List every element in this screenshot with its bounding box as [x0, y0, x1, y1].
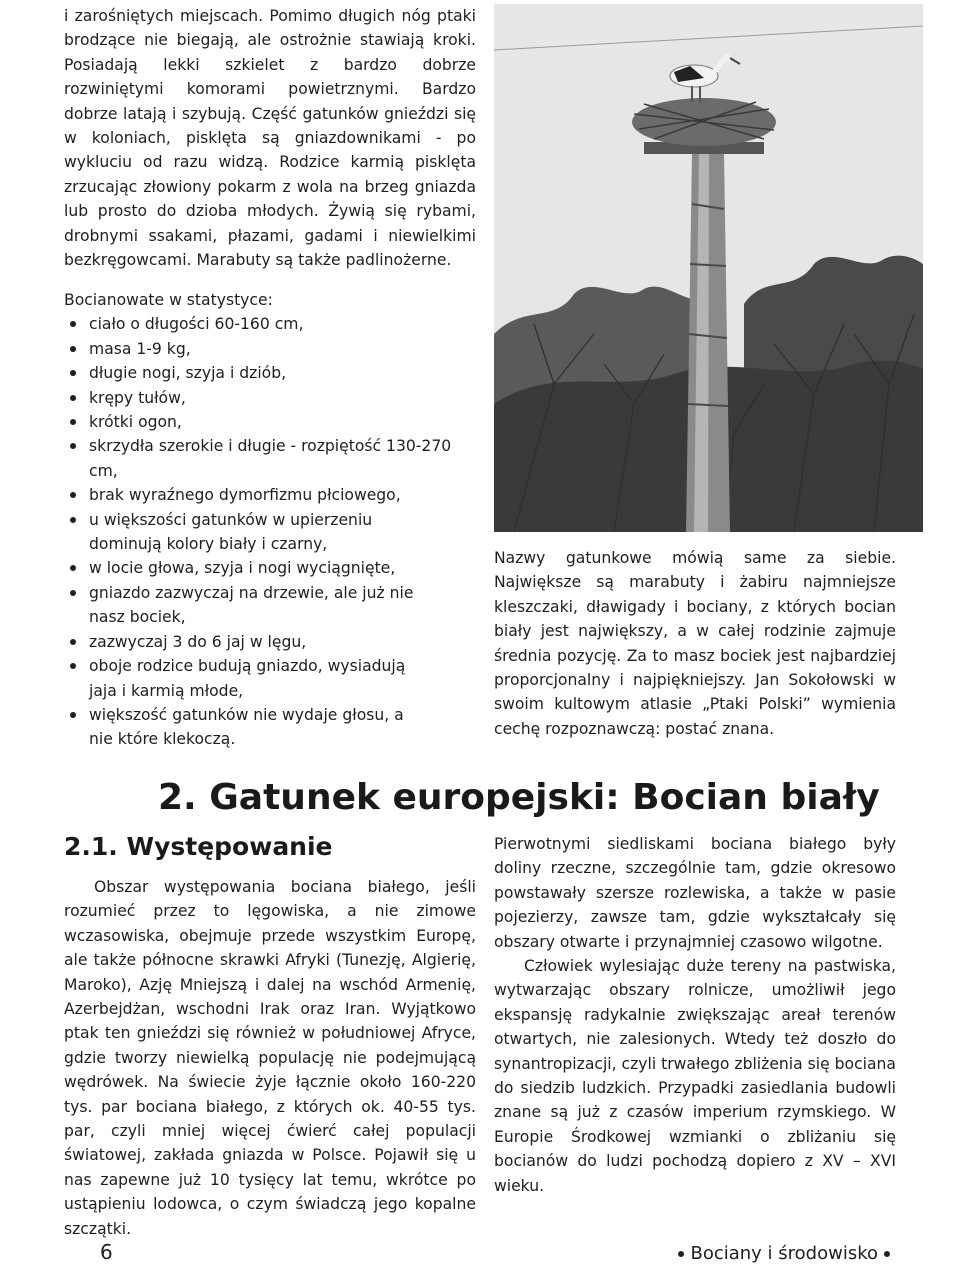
habitat-paragraph: Pierwotnymi siedliskami bociana białego były doliny rzeczne, szczególnie tam, gdzie okresowo powstawały szersze rozlewiska, a także w pasie pojezierzy, zawsze tam, gdzie wykształcały się obszary otwarte i przynajmniej czasowo wilgotne.	[494, 835, 896, 951]
section-title: 2.1. Występowanie	[64, 832, 333, 861]
synanthropy-paragraph: Człowiek wylesiając duże tereny na pastwiska, wytwarzając obszary rolnicze, umożliwił jego ekspansję radykalnie zwiększając areał terenów otwartych, nie zalesionych. Wtedy też doszło do synantropizacji, czyli trwałego zbliżenia się bociana do siedzib ludzkich. Przypadki zasiedlania budowli znane są już z czasów imperium rzymskiego. W Europie Środkowej wzmianki o zbliżaniu się bocianów do ludzi pochodzą dopiero z XV – XVI wieku.	[494, 957, 896, 1195]
species-names-block	[494, 546, 896, 741]
intro-paragraph: i zarośniętych miejscach. Pomimo długich nóg ptaki brodzące nie biegają, ale ostrożnie stawiają kroki. Posiadają lekki szkielet z bardzo dobrze rozwiniętymi komorami powietrznymi. Bardzo dobrze latają i szybują. Część gatunków gnieździ się w koloniach, pisklęta są gniazdownikami - po wykluciu od razu widzą. Rodzice karmią pisklęta zrzucając złowiony pokarm z wola na brzeg gniazda lub prosto do dzioba młodych. Żywią się rybami, drobnymi ssakami, płazami, gadami i niewielkimi bezkręgowcami. Marabuty są także padlinożerne.	[64, 7, 476, 270]
stats-item: większość gatunków nie wydaje głosu, a nie które klekoczą.	[64, 703, 476, 752]
stats-item: zazwyczaj 3 do 6 jaj w lęgu,	[64, 630, 476, 654]
stats-item: w locie głowa, szyja i nogi wyciągnięte,	[64, 556, 476, 580]
stats-item: u większości gatunków w upierzeniu dominują kolory biały i czarny,	[64, 508, 476, 557]
bullet-dot-icon	[884, 1251, 890, 1257]
stats-item: skrzydła szerokie i długie - rozpiętość 130-270 cm,	[64, 434, 476, 483]
footer-title-wrap	[672, 1242, 896, 1266]
stats-block	[64, 288, 476, 752]
intro-text-block	[64, 4, 476, 272]
stats-item: gniazdo zazwyczaj na drzewie, ale już nie nasz bociek,	[64, 581, 476, 630]
stats-item: oboje rodzice budują gniazdo, wysiadują jaja i karmią młode,	[64, 654, 476, 703]
stork-nest-photo-icon	[494, 4, 923, 532]
stork-nest-photo	[494, 4, 923, 532]
footer-title: Bociany i środowisko	[690, 1243, 878, 1264]
stats-item: długie nogi, szyja i dziób,	[64, 361, 476, 385]
stats-heading: Bocianowate w statystyce:	[64, 291, 273, 309]
stats-item: krępy tułów,	[64, 386, 476, 410]
stats-item: krótki ogon,	[64, 410, 476, 434]
stats-list	[64, 312, 476, 751]
page-number: 6	[100, 1240, 113, 1264]
bullet-dot-icon	[678, 1251, 684, 1257]
chapter-title: 2. Gatunek europejski: Bocian biały	[158, 777, 880, 818]
occurrence-block	[64, 875, 476, 1241]
stats-item: brak wyraźnego dymorfizmu płciowego,	[64, 483, 476, 507]
stats-item: masa 1-9 kg,	[64, 337, 476, 361]
species-names-paragraph: Nazwy gatunkowe mówią same za siebie. Największe są marabuty i żabiru najmniejsze kleszczaki, dławigady i bociany, z których bocian biały jest największy, a w całej rodzinie zajmuje średnia pozycję. Za to masz bociek jest najbardziej proporcjonalny i najpiękniejszy. Jan Sokołowski w swoim kultowym atlasie „Ptaki Polski” wymienia cechę rozpoznawczą: postać znana.	[494, 549, 896, 738]
habitat-block	[494, 832, 896, 1198]
occurrence-paragraph: Obszar występowania bociana białego, jeśli rozumieć przez to lęgowiska, a nie zimowe wczasowiska, obejmuje przede wszystkim Europę, ale także północne skrawki Afryki (Tunezję, Algierię, Maroko), Azję Mniejszą i dalej na wschód Armenię, Azerbejdżan, wschodni Irak oraz Iran. Wyjątkowo ptak ten gnieździ się również w południowej Afryce, gdzie tworzy niewielką populację nie podejmującą wędrówek. Na świecie żyje łącznie około 160-220 tys. par bociana białego, z których ok. 40-55 tys. par, czyli mniej więcej ćwierć całej populacji światowej, zakłada gniazda w Polsce. Pojawił się u nas zapewne już 10 tysięcy lat temu, wkrótce po ustąpieniu lodowca, o czym świadczą jego kopalne szczątki.	[64, 878, 476, 1238]
stats-item: ciało o długości 60-160 cm,	[64, 312, 476, 336]
